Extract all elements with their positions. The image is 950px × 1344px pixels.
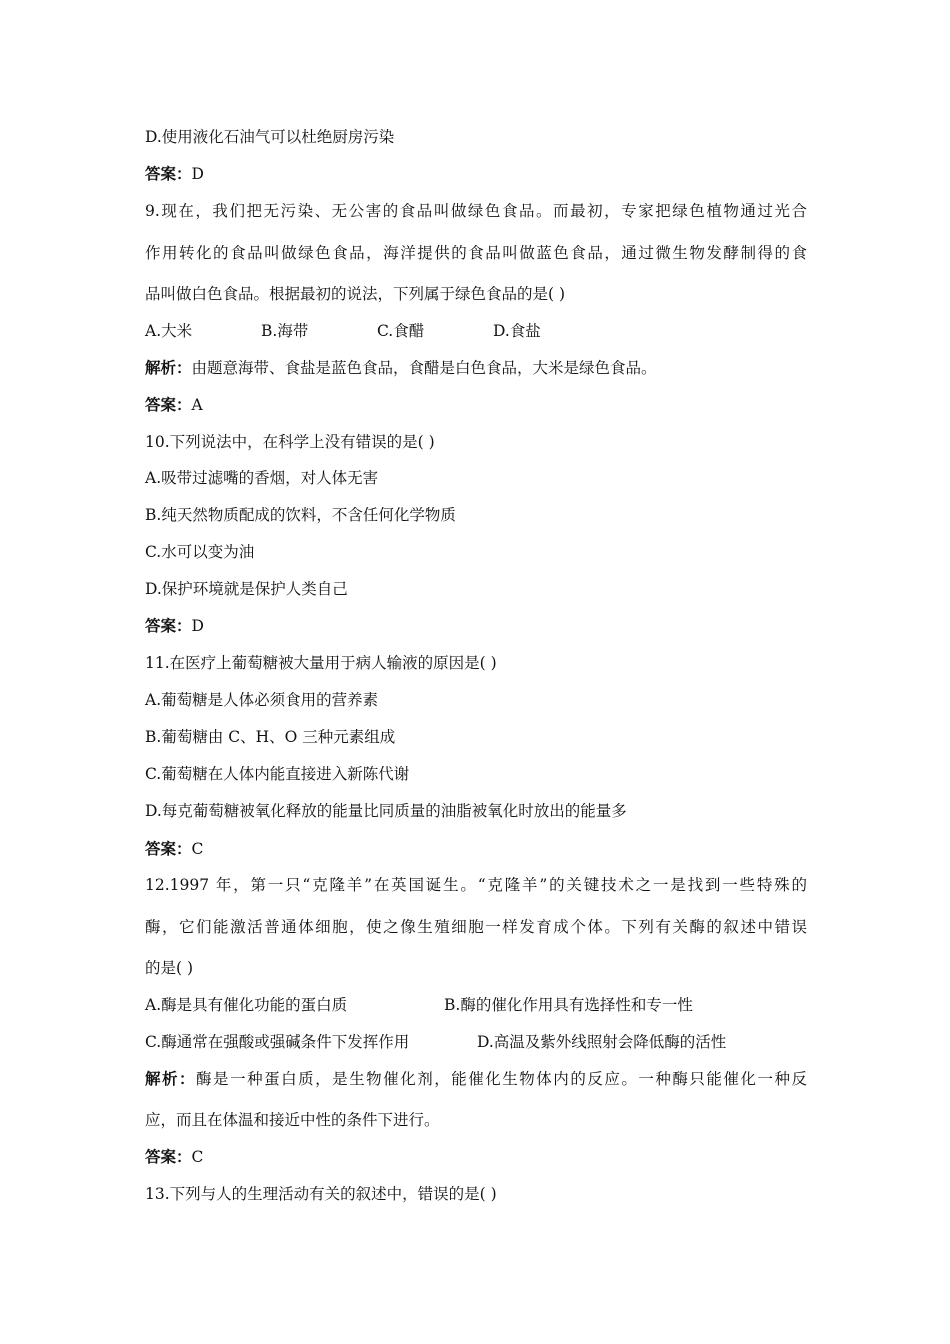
answer-label: 答案： (145, 395, 192, 414)
q10-stem: 10.下列说法中，在科学上没有错误的是( ) (145, 433, 435, 451)
q11-option-d: D.每克葡萄糖被氧化释放的能量比同质量的油脂被氧化时放出的能量多 (145, 802, 627, 820)
q12-option-a: A.酶是具有催化功能的蛋白质 (145, 996, 348, 1014)
analysis-text: 由题意海带、食盐是蓝色食品，食醋是白色食品，大米是绿色食品。 (191, 359, 657, 377)
q10-answer (145, 616, 204, 636)
q11-option-a: A.葡萄糖是人体必须食用的营养素 (145, 691, 379, 709)
q13-stem: 13.下列与人的生理活动有关的叙述中，错误的是( ) (145, 1185, 497, 1203)
q9-answer (145, 395, 203, 415)
answer-label: 答案： (145, 839, 192, 858)
q12-analysis-line-2: 应，而且在体温和接近中性的条件下进行。 (145, 1111, 440, 1129)
q10-option-a: A.吸带过滤嘴的香烟，对人体无害 (145, 469, 379, 487)
q8-option-d: D.使用液化石油气可以杜绝厨房污染 (145, 128, 395, 146)
q12-option-b: B.酶的催化作用具有选择性和专一性 (444, 996, 693, 1014)
q12-analysis-line-1 (145, 1069, 807, 1089)
answer-label: 答案： (145, 164, 192, 183)
answer-label: 答案： (145, 1147, 192, 1166)
q8-answer (145, 164, 204, 184)
answer-label: 答案： (145, 616, 192, 635)
q9-analysis (145, 358, 657, 378)
q9-options (145, 321, 807, 341)
analysis-label: 解析： (145, 1069, 197, 1088)
q12-option-d: D.高温及紫外线照射会降低酶的活性 (477, 1033, 727, 1051)
q12-stem-line-3: 的是( ) (145, 959, 194, 977)
answer-value: D (191, 165, 204, 183)
q12-stem-line-2: 酶，它们能激活普通体细胞，使之像生殖细胞一样发育成个体。下列有关酶的叙述中错误 (145, 918, 807, 936)
q10-option-b: B.纯天然物质配成的饮料，不含任何化学物质 (145, 506, 456, 524)
q10-option-d: D.保护环境就是保护人类自己 (145, 580, 348, 598)
analysis-text: 酶是一种蛋白质，是生物催化剂，能催化生物体内的反应。一种酶只能催化一种反 (196, 1070, 807, 1088)
analysis-label: 解析： (145, 358, 192, 377)
q11-option-b: B.葡萄糖由 C、H、O 三种元素组成 (145, 728, 396, 746)
answer-value: D (191, 617, 204, 635)
q11-answer (145, 839, 203, 859)
q9-option-b: B.海带 (261, 322, 309, 340)
q12-answer (145, 1147, 203, 1167)
q9-stem-line-2: 作用转化的食品叫做绿色食品，海洋提供的食品叫做蓝色食品，通过微生物发酵制得的食 (145, 244, 807, 262)
answer-value: C (191, 1148, 204, 1166)
q12-stem-line-1: 12.1997 年，第一只“克隆羊”在英国诞生。“克隆羊”的关键技术之一是找到一些特殊的 (145, 876, 807, 894)
q11-stem: 11.在医疗上葡萄糖被大量用于病人输液的原因是( ) (145, 654, 497, 672)
answer-value: A (191, 396, 203, 414)
answer-value: C (191, 840, 204, 858)
q12-options-row-2 (145, 1032, 807, 1052)
q12-options-row-1 (145, 995, 807, 1015)
q12-option-c: C.酶通常在强酸或强碱条件下发挥作用 (145, 1033, 410, 1051)
q9-option-c: C.食醋 (377, 322, 425, 340)
q9-option-a: A.大米 (145, 322, 193, 340)
q10-option-c: C.水可以变为油 (145, 543, 255, 561)
q11-option-c: C.葡萄糖在人体内能直接进入新陈代谢 (145, 765, 410, 783)
q9-option-d: D.食盐 (493, 322, 541, 340)
q9-stem-line-1: 9.现在，我们把无污染、无公害的食品叫做绿色食品。而最初，专家把绿色植物通过光合 (145, 202, 807, 220)
q9-stem-line-3: 品叫做白色食品。根据最初的说法，下列属于绿色食品的是( ) (145, 285, 566, 303)
